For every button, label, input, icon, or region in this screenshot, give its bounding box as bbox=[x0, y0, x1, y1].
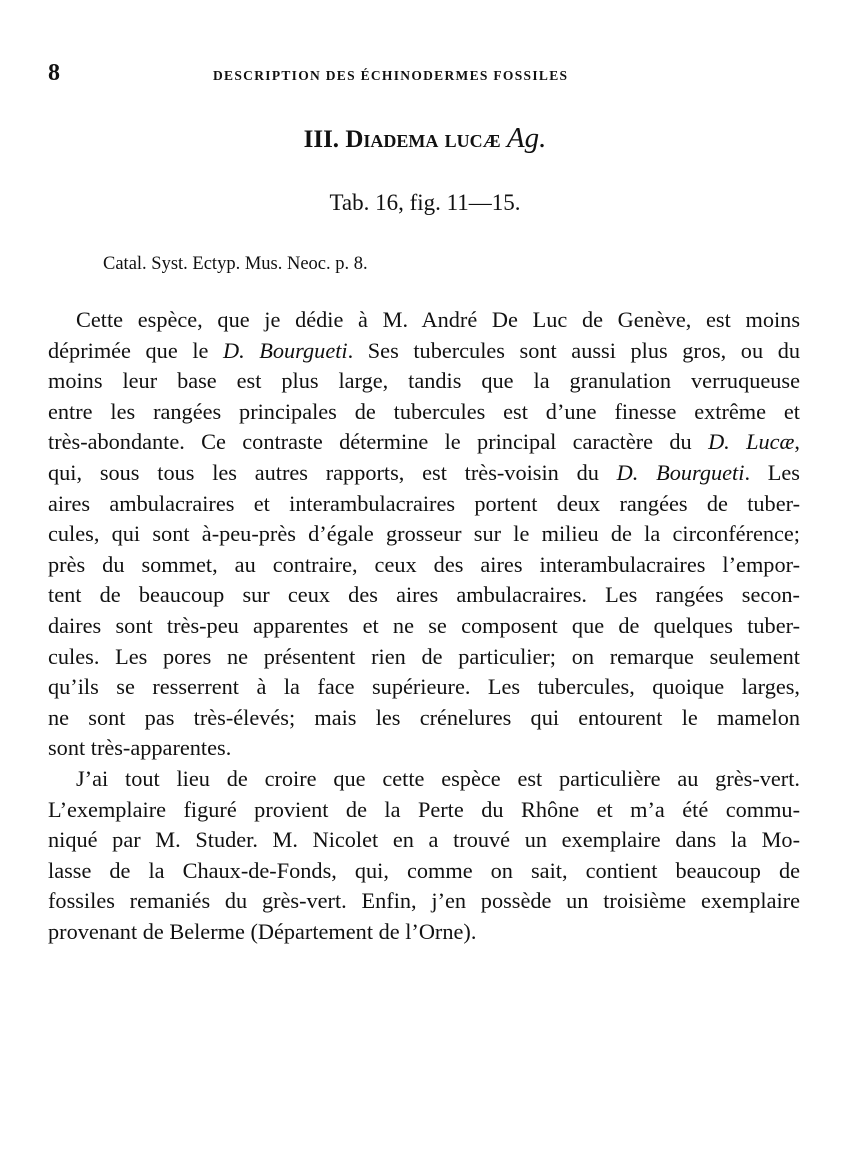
body-text bbox=[48, 305, 800, 947]
plate-reference: Tab. 16, fig. 11—15. bbox=[329, 190, 521, 215]
page-header bbox=[48, 60, 808, 90]
text-line: près du sommet, au contraire, ceux des aires interambulacraires l’empor- bbox=[48, 551, 800, 577]
text-line: niqué par M. Studer. M. Nicolet en a trouvé un exemplaire dans la Mo- bbox=[48, 827, 800, 853]
catalog-reference: Catal. Syst. Ectyp. Mus. Neoc. p. 8. bbox=[103, 254, 368, 274]
text-line: L’exemplaire figuré provient de la Perte du Rhône et m’a été commu- bbox=[48, 796, 800, 822]
page-number: 8 bbox=[48, 60, 60, 86]
paragraph-2 bbox=[48, 764, 800, 948]
text-line: sont très-apparentes. bbox=[48, 735, 232, 761]
species-author: Ag. bbox=[506, 122, 547, 154]
text-line: daires sont très-peu apparentes et ne se composent que de quelques tuber- bbox=[48, 612, 800, 638]
text-line: fossiles remaniés du grès-vert. Enfin, j’en possède un troisième exemplaire bbox=[48, 888, 800, 914]
text-line: moins leur base est plus large, tandis que la granulation verruqueuse bbox=[48, 368, 800, 394]
text-line: ne sont pas très-élevés; mais les crénelures qui entourent le mamelon bbox=[48, 704, 800, 730]
text-line: Cette espèce, que je dédie à M. André De Luc de Genève, est moins bbox=[76, 307, 800, 332]
text-line: aires ambulacraires et interambulacraires portent deux rangées de tuber- bbox=[48, 490, 800, 516]
text-line: provenant de Belerme (Département de l’Orne). bbox=[48, 918, 477, 944]
text-line: entre les rangées principales de tubercules est d’une finesse extrême et bbox=[48, 398, 800, 424]
text-line: très-abondante. Ce contraste détermine le principal caractère du D. Lucæ, bbox=[48, 429, 800, 455]
text-line: J’ai tout lieu de croire que cette espèce est particulière au grès-vert. bbox=[76, 765, 800, 791]
species-heading bbox=[0, 122, 850, 155]
paragraph-1 bbox=[48, 305, 800, 764]
text-line: qu’ils se resserrent à la face supérieure. Les tubercules, quoique larges, bbox=[48, 674, 800, 700]
running-title: DESCRIPTION DES ÉCHINODERMES FOSSILES bbox=[213, 68, 569, 83]
genus-name: Diadema bbox=[345, 126, 439, 153]
text-line: lasse de la Chaux-de-Fonds, qui, comme on sait, contient beaucoup de bbox=[48, 857, 800, 883]
text-line: tent de beaucoup sur ceux des aires ambulacraires. Les rangées secon- bbox=[48, 582, 800, 608]
text-line: qui, sous tous les autres rapports, est très-voisin du D. Bourgueti. Les bbox=[48, 459, 800, 485]
text-line: cules. Les pores ne présentent rien de particulier; on remarque seulement bbox=[48, 643, 800, 669]
text-line: cules, qui sont à-peu-près d’égale grosseur sur le milieu de la circonférence; bbox=[48, 521, 800, 547]
section-numeral: III. bbox=[303, 126, 340, 153]
text-line: déprimée que le D. Bourgueti. Ses tubercules sont aussi plus gros, ou du bbox=[48, 337, 800, 363]
species-epithet: lucæ bbox=[444, 126, 501, 153]
